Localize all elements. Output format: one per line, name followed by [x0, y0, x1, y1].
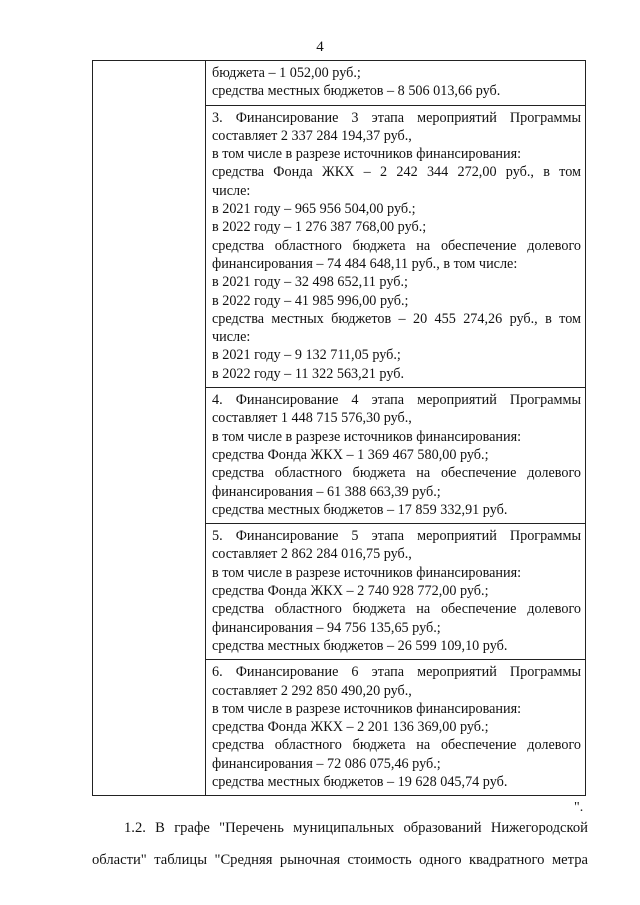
cell-text-line: средства местных бюджетов – 8 506 013,66 руб. [212, 83, 501, 100]
cell-text-line: составляет 2 337 284 194,37 руб., [212, 127, 412, 144]
financing-stage-cell [206, 388, 586, 524]
cell-text-line: в 2022 году – 1 276 387 768,00 руб.; [212, 219, 427, 236]
cell-text-line: средства местных бюджетов – 26 599 109,10 руб. [212, 637, 508, 654]
cell-text-line: в том числе в разрезе источников финансирования: [212, 146, 522, 163]
cell-text-line: средства местных бюджетов – 20 455 274,26 руб., в том [212, 310, 581, 327]
cell-text-line: в 2022 году – 11 322 563,21 руб. [212, 365, 404, 382]
cell-text-line: в 2021 году – 9 132 711,05 руб.; [212, 347, 401, 364]
cell-text-line: средства областного бюджета на обеспечение долевого [212, 465, 581, 482]
cell-text-line: числе: [212, 182, 251, 199]
cell-text-line: 5. Финансирование 5 этапа мероприятий Программы [212, 528, 581, 545]
cell-text-line: в том числе в разрезе источников финансирования: [212, 700, 522, 717]
cell-text-line: в том числе в разрезе источников финансирования: [212, 564, 522, 581]
cell-text-line: средства Фонда ЖКХ – 1 369 467 580,00 руб.; [212, 446, 489, 463]
financing-stage-cell [206, 105, 586, 387]
cell-text-line: средства областного бюджета на обеспечение долевого [212, 737, 581, 754]
cell-text-line: 4. Финансирование 4 этапа мероприятий Программы [212, 392, 581, 409]
cell-text-line: средства Фонда ЖКХ – 2 242 344 272,00 руб., в том [212, 164, 581, 181]
cell-text-line: числе: [212, 329, 251, 346]
page-number: 4 [316, 39, 324, 55]
cell-text-line: финансирования – 72 086 075,46 руб.; [212, 755, 441, 772]
cell-text-line: средства областного бюджета на обеспечение долевого [212, 237, 581, 254]
cell-text-line: средства местных бюджетов – 17 859 332,91 руб. [212, 501, 508, 518]
cell-text-line: средства Фонда ЖКХ – 2 201 136 369,00 руб.; [212, 719, 489, 736]
cell-text-line: 3. Финансирование 3 этапа мероприятий Программы [212, 109, 581, 126]
left-empty-cell [93, 61, 206, 796]
table-row [93, 61, 586, 106]
financing-stage-cell [206, 524, 586, 660]
cell-text-line: финансирования – 61 388 663,39 руб.; [212, 483, 441, 500]
cell-text-line: в том числе в разрезе источников финансирования: [212, 428, 522, 445]
financing-table-body [93, 61, 586, 796]
cell-text-line: средства областного бюджета на обеспечение долевого [212, 601, 581, 618]
financing-stage-cell [206, 61, 586, 106]
cell-text-line: составляет 2 292 850 490,20 руб., [212, 682, 412, 699]
cell-text-line: в 2022 году – 41 985 996,00 руб.; [212, 292, 409, 309]
cell-text-line: финансирования – 74 484 648,11 руб., в том числе: [212, 255, 518, 272]
cell-text-line: средства Фонда ЖКХ – 2 740 928 772,00 руб.; [212, 583, 489, 600]
cell-text-line: составляет 1 448 715 576,30 руб., [212, 410, 412, 427]
cell-text-line: в 2021 году – 965 956 504,00 руб.; [212, 201, 416, 218]
body-paragraph-line-2: области" таблицы "Средняя рыночная стоимость одного квадратного метра [92, 852, 588, 868]
body-paragraph-line-1: 1.2. В графе "Перечень муниципальных образований Нижегородской [124, 820, 588, 836]
financing-table [92, 60, 586, 796]
closing-quote: ". [574, 800, 584, 815]
cell-text-line: финансирования – 94 756 135,65 руб.; [212, 619, 441, 636]
cell-text-line: 6. Финансирование 6 этапа мероприятий Программы [212, 664, 581, 681]
cell-text-line: составляет 2 862 284 016,75 руб., [212, 546, 412, 563]
financing-stage-cell [206, 660, 586, 796]
cell-text-line: бюджета – 1 052,00 руб.; [212, 65, 361, 81]
cell-text-line: в 2021 году – 32 498 652,11 руб.; [212, 274, 408, 291]
cell-text-line: средства местных бюджетов – 19 628 045,74 руб. [212, 773, 508, 790]
